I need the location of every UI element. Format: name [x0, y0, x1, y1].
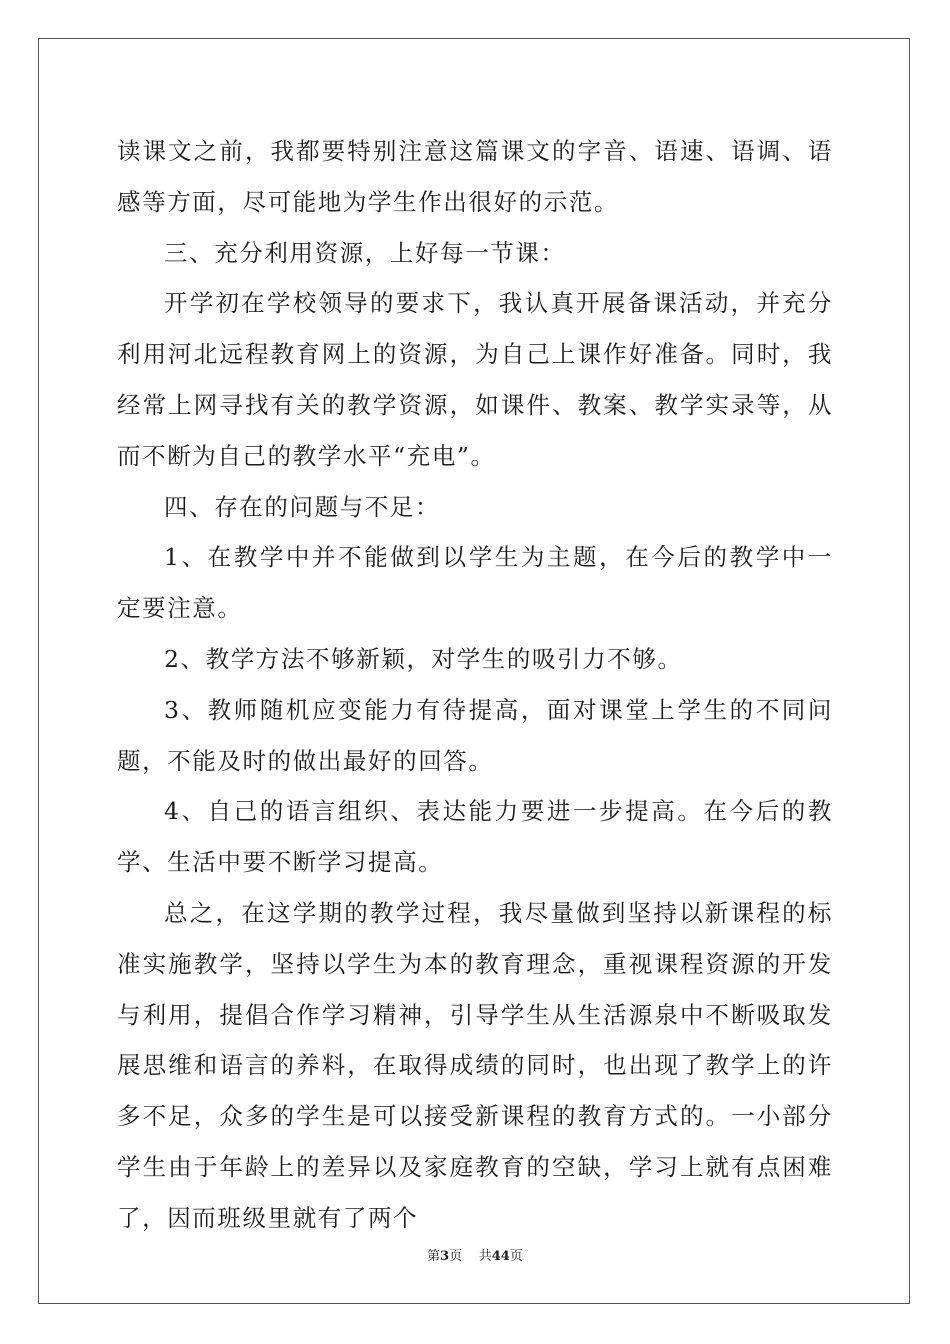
footer-page-number: 3	[440, 1249, 450, 1264]
heading-section-4: 四、存在的问题与不足：	[164, 492, 441, 521]
footer-page-prefix: 第	[427, 1249, 441, 1264]
footer-total-prefix: 共	[478, 1249, 492, 1264]
footer-page-suffix: 页	[449, 1249, 463, 1264]
paragraph-1: 读课文之前，我都要特别注意这篇课文的字音、语速、语调、语感等方面，尽可能地为学生作出很好的示范。	[117, 137, 833, 216]
paragraph-resources: 开学初在学校领导的要求下，我认真开展备课活动，并充分利用河北远程教育网上的资源，为自己上课作好准备。同时，我经常上网寻找有关的教学资源，如课件、教案、教学实录等，从而不断为自己的教学水平“充电”。	[117, 289, 833, 470]
footer-total-pages: 44	[491, 1249, 510, 1264]
list-item-2: 2、教学方法不够新颖，对学生的吸引力不够。	[164, 644, 683, 673]
paragraph-summary: 总之，在这学期的教学过程，我尽量做到坚持以新课程的标准实施教学，坚持以学生为本的教育理念，重视课程资源的开发与利用，提倡合作学习精神，引导学生从生活源泉中不断吸取发展思维和语言的养料，在取得成绩的同时，也出现了教学上的许多不足，众多的学生是可以接受新课程的教育方式的。一小部分学生由于年龄上的差异以及家庭教育的空缺，学习上就有点困难了，因而班级里就有了两个	[117, 898, 833, 1232]
list-item-4: 4、自己的语言组织、表达能力要进一步提高。在今后的教学、生活中要不断学习提高。	[117, 797, 833, 877]
list-item-3: 3、教师随机应变能力有待提高，面对课堂上学生的不同问题，不能及时的做出最好的回答。	[117, 695, 833, 775]
heading-section-3: 三、充分利用资源，上好每一节课：	[164, 238, 566, 267]
document-body	[117, 126, 833, 1244]
footer-total-suffix: 页	[509, 1249, 523, 1264]
list-item-1: 1、在教学中并不能做到以学生为主题，在今后的教学中一定要注意。	[117, 543, 833, 623]
page-footer	[0, 1245, 950, 1264]
